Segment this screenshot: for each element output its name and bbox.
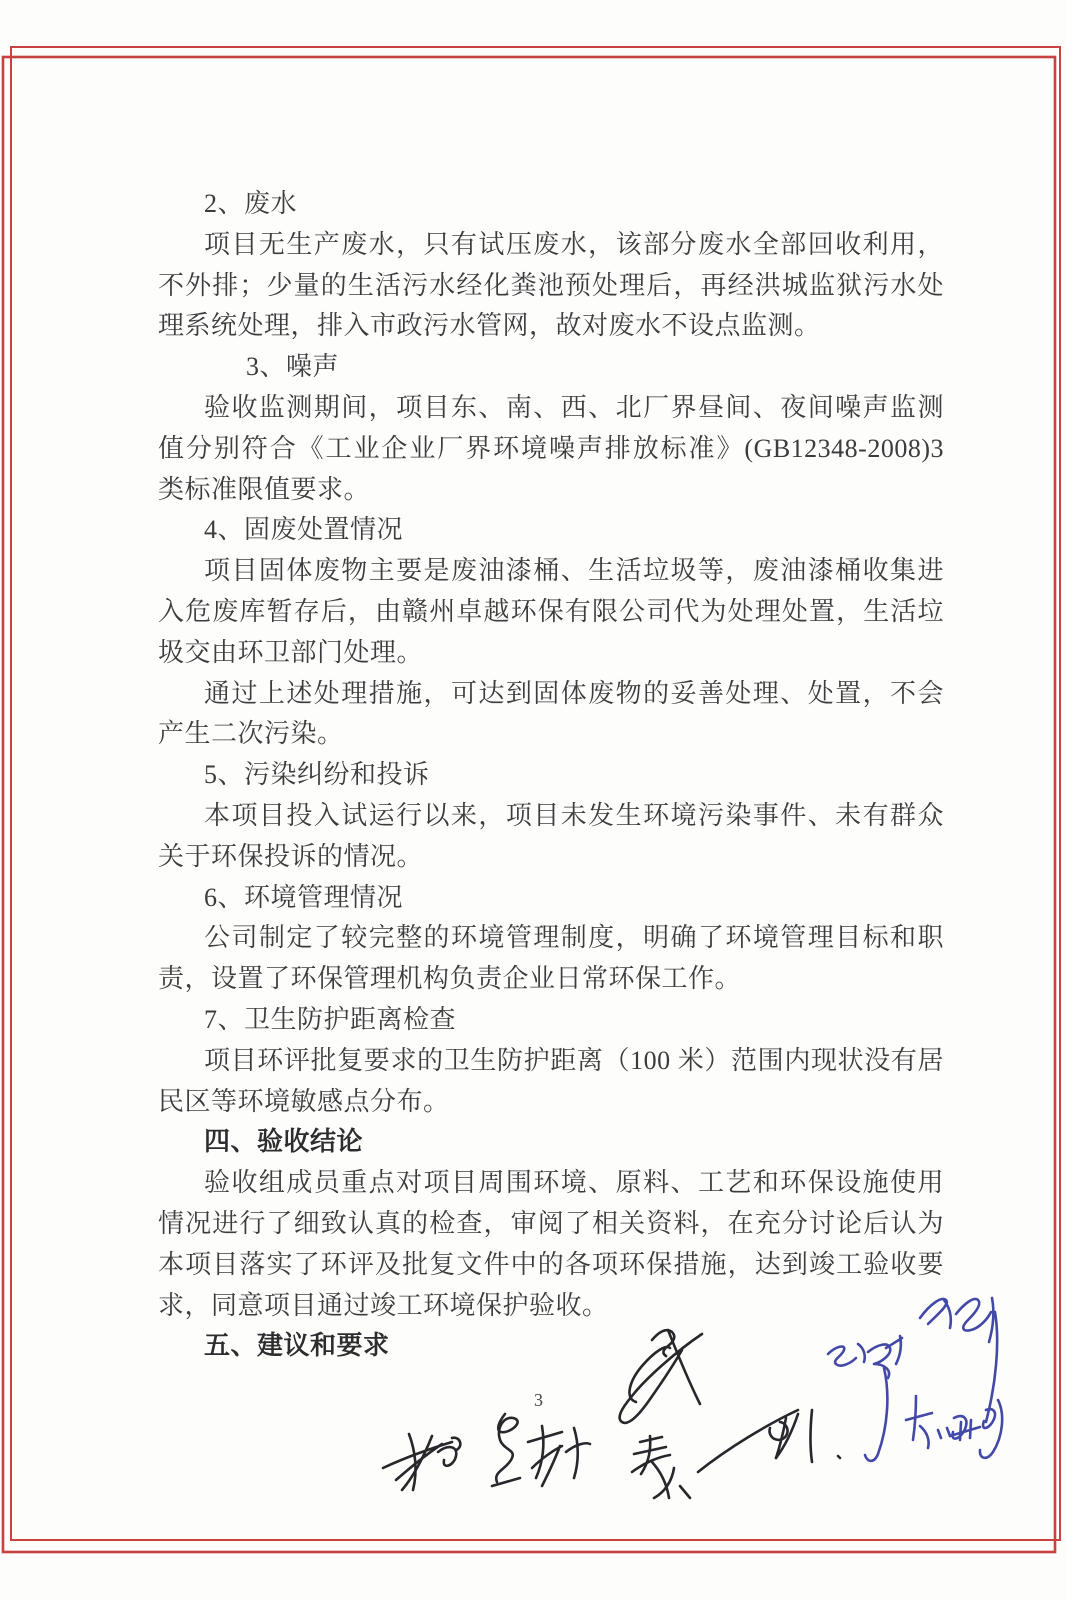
signature-2	[383, 1434, 460, 1490]
signature-4	[632, 1436, 690, 1498]
sub-heading: 5、污染纠纷和投诉	[204, 760, 430, 790]
paragraph: 项目固体废物主要是废油漆桶、生活垃圾等，废油漆桶收集进入危废库暂存后，由赣州卓越环保有限公司代为处理处置，生活垃圾交由环卫部门处理。	[158, 556, 944, 667]
document-body	[158, 184, 944, 1367]
paragraph: 通过上述处理措施，可达到固体废物的妥善处理、处置，不会产生二次污染。	[158, 678, 944, 749]
section-heading: 五、建议和要求	[204, 1331, 390, 1361]
sub-heading: 4、固废处置情况	[204, 515, 404, 545]
paragraph: 公司制定了较完整的环境管理制度，明确了环境管理目标和职责，设置了环保管理机构负责企业日常环保工作。	[158, 923, 944, 994]
page-number: 3	[534, 1390, 543, 1410]
paragraph: 验收监测期间，项目东、南、西、北厂界昼间、夜间噪声监测值分别符合《工业企业厂界环境噪声排放标准》(GB12348-2008)3 类标准限值要求。	[158, 392, 944, 504]
paragraph: 项目无生产废水，只有试压废水，该部分废水全部回收利用，不外排；少量的生活污水经化粪池预处理后，再经洪城监狱污水处理系统处理，排入市政污水管网，故对废水不设点监测。	[158, 229, 944, 341]
sub-heading: 6、环境管理情况	[204, 882, 404, 912]
signature-5	[698, 1410, 840, 1472]
signature-3	[492, 1414, 590, 1486]
paragraph: 项目环评批复要求的卫生防护距离（100 米）范围内现状没有居民区等环境敏感点分布。	[158, 1045, 944, 1116]
sub-heading: 7、卫生防护距离检查	[204, 1004, 457, 1034]
signature-8	[906, 1396, 1002, 1458]
section-heading: 四、验收结论	[204, 1127, 364, 1157]
paragraph: 验收组成员重点对项目周围环境、原料、工艺和环保设施使用情况进行了细致认真的检查，审阅了相关资料，在充分讨论后认为本项目落实了环评及批复文件中的各项环保措施，达到竣工验收要求，同意项目通过竣工环境保护验收。	[158, 1168, 944, 1320]
sub-heading: 2、废水	[204, 189, 298, 218]
sub-heading: 3、噪声	[246, 352, 340, 382]
paragraph: 本项目投入试运行以来，项目未发生环境污染事件、未有群众关于环保投诉的情况。	[158, 800, 944, 871]
